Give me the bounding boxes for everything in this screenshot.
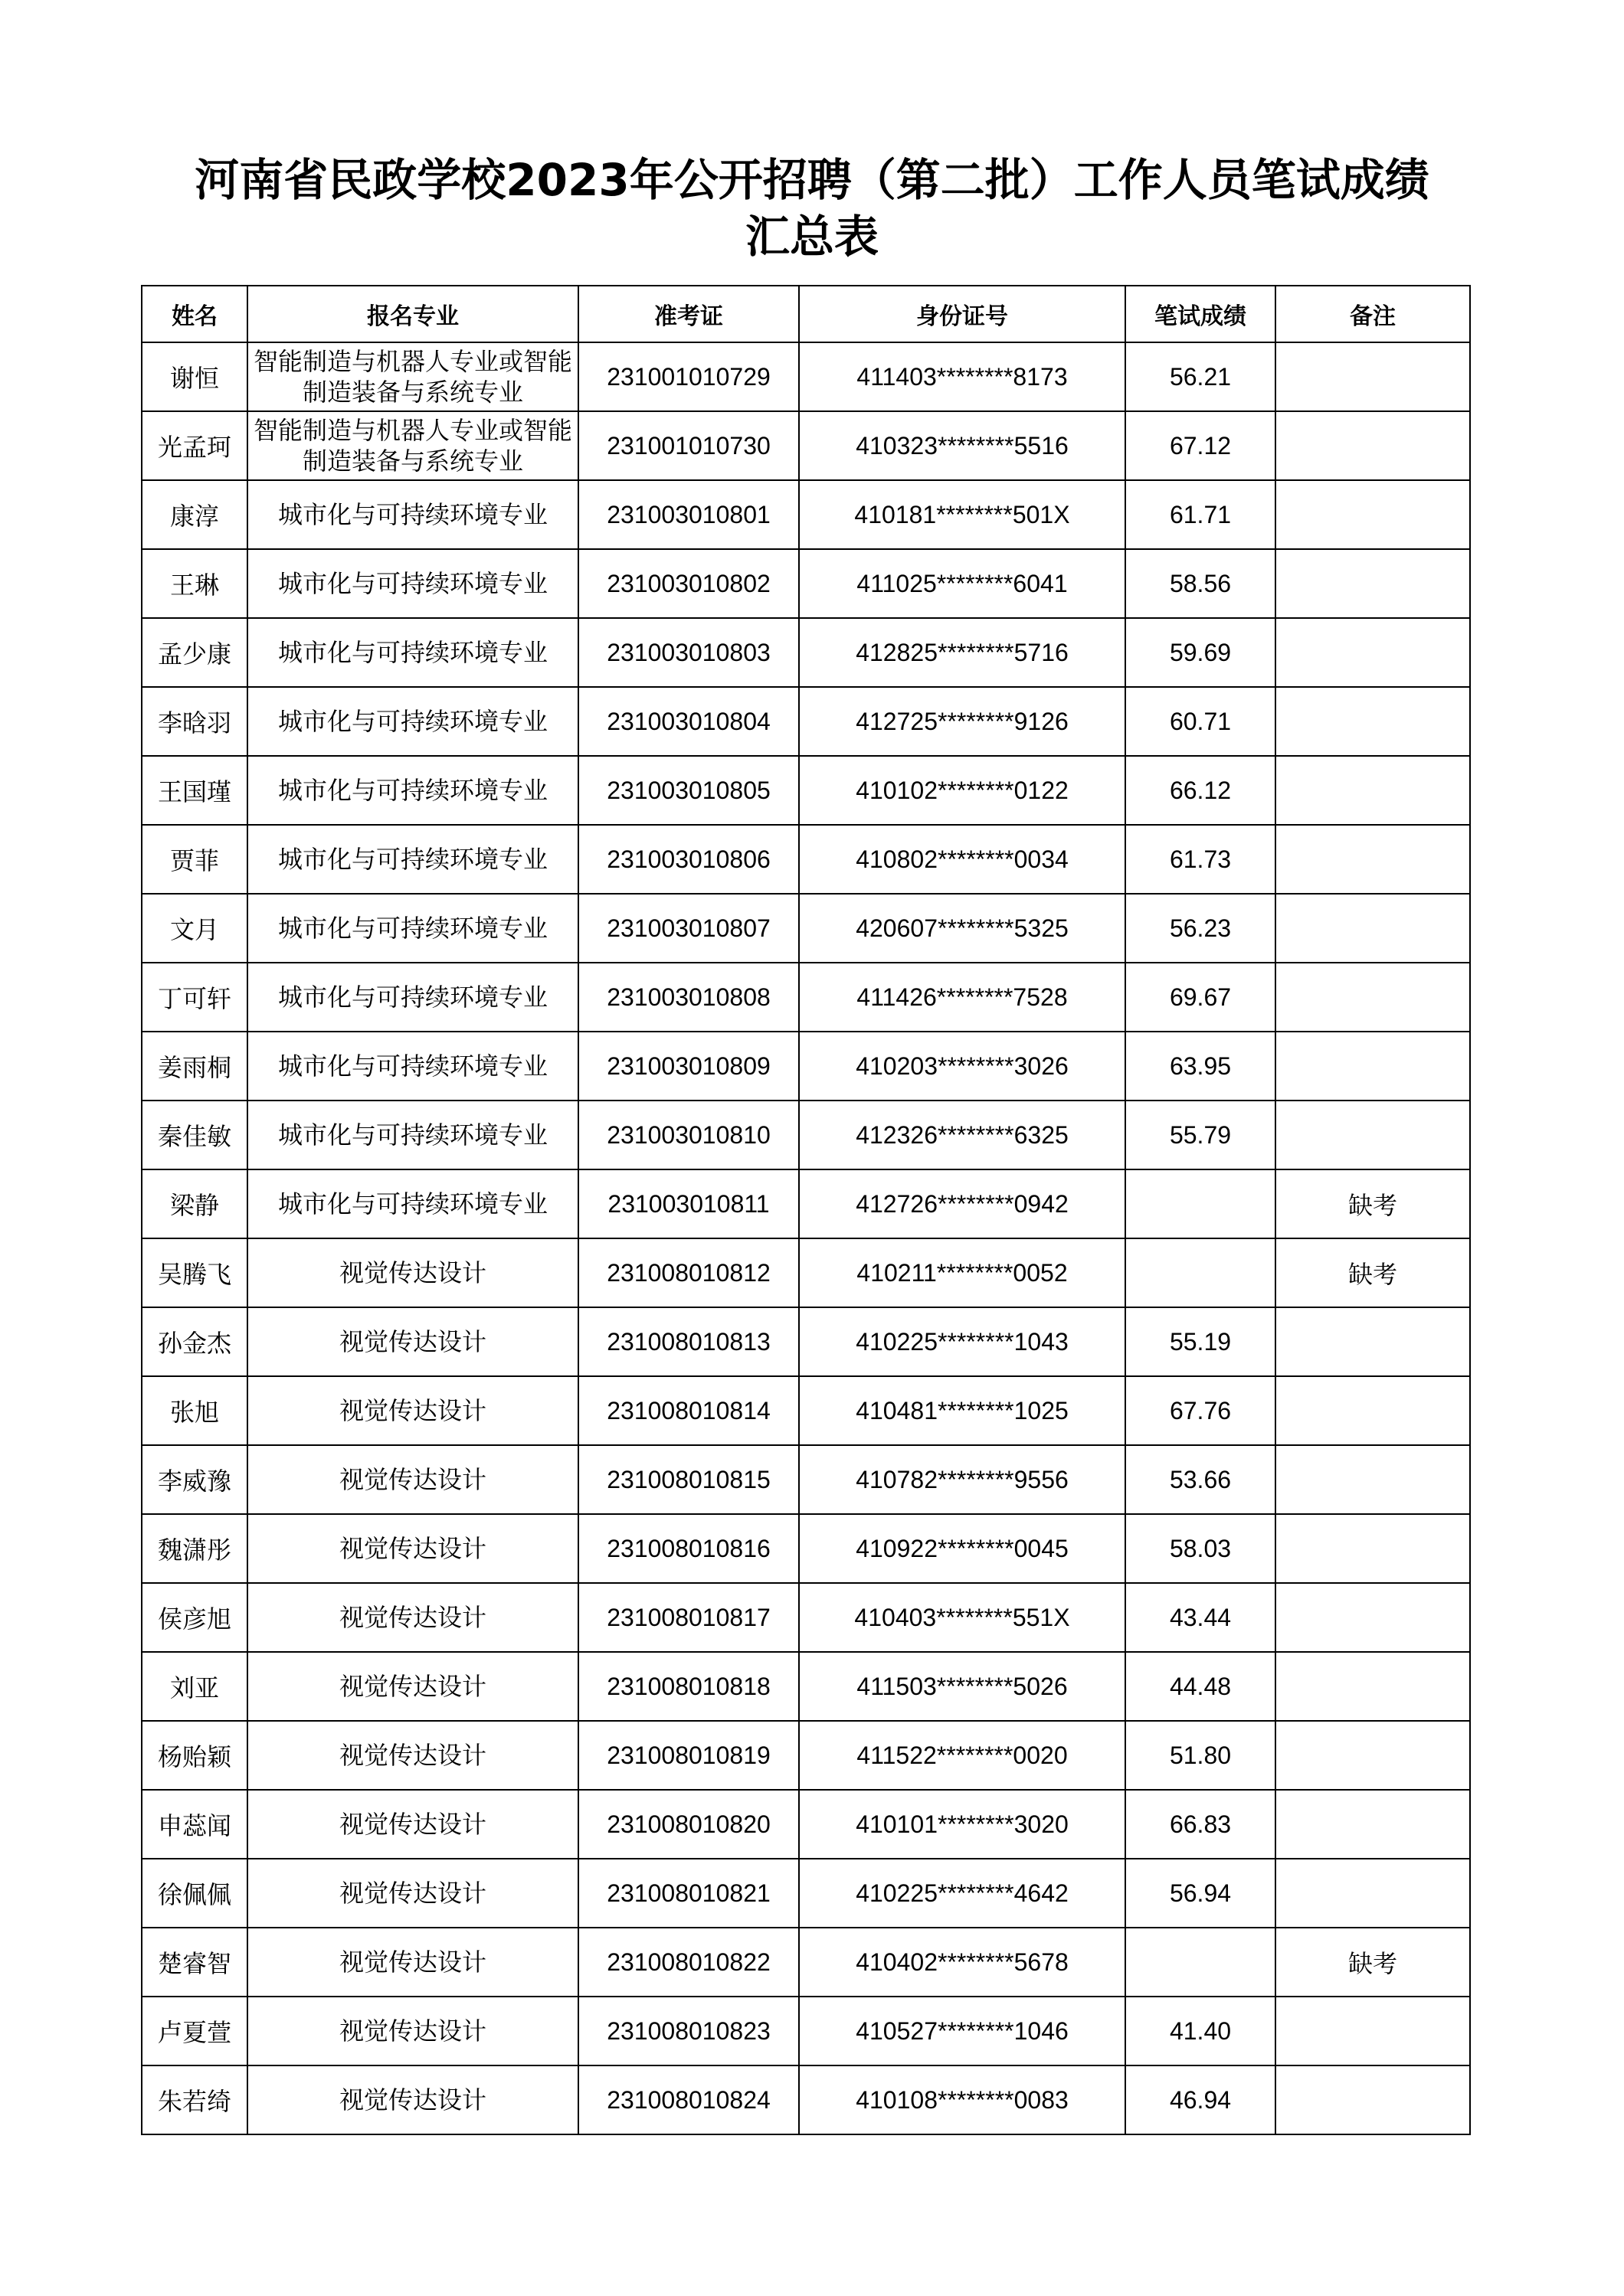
cell-name: 楚睿智: [142, 1928, 247, 1997]
cell-score: 67.12: [1125, 411, 1275, 480]
cell-note: [1275, 1790, 1470, 1859]
cell-exam-number: 231008010820: [578, 1790, 799, 1859]
cell-id-number: 420607********5325: [799, 894, 1125, 963]
cell-score: 53.66: [1125, 1445, 1275, 1514]
table-row: [142, 549, 1470, 618]
cell-name: 李晗羽: [142, 687, 247, 756]
table-row: [142, 756, 1470, 825]
cell-name: 徐佩佩: [142, 1859, 247, 1928]
cell-major: 城市化与可持续环境专业: [247, 825, 578, 894]
cell-exam-number: 231008010823: [578, 1997, 799, 2065]
cell-name: 卢夏萱: [142, 1997, 247, 2065]
cell-name: 刘亚: [142, 1652, 247, 1721]
cell-name: 秦佳敏: [142, 1101, 247, 1169]
cell-major: 视觉传达设计: [247, 1721, 578, 1790]
table-row: [142, 1583, 1470, 1652]
cell-note: [1275, 411, 1470, 480]
cell-major: 城市化与可持续环境专业: [247, 894, 578, 963]
cell-major: 城市化与可持续环境专业: [247, 1032, 578, 1101]
cell-note: [1275, 1514, 1470, 1583]
cell-score: [1125, 1238, 1275, 1307]
table-row: [142, 1652, 1470, 1721]
cell-id-number: 410108********0083: [799, 2065, 1125, 2134]
cell-name: 谢恒: [142, 342, 247, 411]
cell-score: 60.71: [1125, 687, 1275, 756]
cell-score: 55.19: [1125, 1307, 1275, 1376]
cell-score: 56.21: [1125, 342, 1275, 411]
cell-exam-number: 231003010806: [578, 825, 799, 894]
cell-id-number: 410211********0052: [799, 1238, 1125, 1307]
cell-exam-number: 231003010808: [578, 963, 799, 1032]
cell-note: [1275, 1032, 1470, 1101]
cell-id-number: 411522********0020: [799, 1721, 1125, 1790]
column-header-major: 报名专业: [247, 286, 578, 342]
cell-score: 67.76: [1125, 1376, 1275, 1445]
cell-exam-number: 231003010801: [578, 480, 799, 549]
cell-exam-number: 231008010815: [578, 1445, 799, 1514]
table-row: [142, 1514, 1470, 1583]
cell-score: 55.79: [1125, 1101, 1275, 1169]
cell-exam-number: 231003010804: [578, 687, 799, 756]
cell-major: 视觉传达设计: [247, 1652, 578, 1721]
cell-note: 缺考: [1275, 1238, 1470, 1307]
cell-exam-number: 231008010812: [578, 1238, 799, 1307]
table-row: [142, 894, 1470, 963]
cell-major: 视觉传达设计: [247, 1583, 578, 1652]
cell-name: 孙金杰: [142, 1307, 247, 1376]
cell-score: 41.40: [1125, 1997, 1275, 2065]
table-row: [142, 1307, 1470, 1376]
cell-id-number: 410181********501X: [799, 480, 1125, 549]
cell-id-number: 411503********5026: [799, 1652, 1125, 1721]
document-title: [115, 152, 1509, 265]
cell-name: 梁静: [142, 1169, 247, 1238]
cell-major: 视觉传达设计: [247, 1445, 578, 1514]
score-table: [141, 285, 1471, 2135]
table-row: [142, 1721, 1470, 1790]
cell-id-number: 410782********9556: [799, 1445, 1125, 1514]
cell-score: 58.56: [1125, 549, 1275, 618]
cell-note: 缺考: [1275, 1928, 1470, 1997]
table-row: [142, 1997, 1470, 2065]
cell-note: [1275, 825, 1470, 894]
cell-major: 城市化与可持续环境专业: [247, 480, 578, 549]
cell-exam-number: 231001010729: [578, 342, 799, 411]
cell-score: 66.12: [1125, 756, 1275, 825]
cell-exam-number: 231003010802: [578, 549, 799, 618]
cell-exam-number: 231008010819: [578, 1721, 799, 1790]
cell-name: 张旭: [142, 1376, 247, 1445]
cell-exam-number: 231008010816: [578, 1514, 799, 1583]
table-row: [142, 1238, 1470, 1307]
cell-id-number: 411403********8173: [799, 342, 1125, 411]
cell-note: [1275, 894, 1470, 963]
cell-note: [1275, 480, 1470, 549]
title-line-2: 汇总表: [745, 211, 879, 263]
table-row: [142, 687, 1470, 756]
cell-id-number: 411426********7528: [799, 963, 1125, 1032]
table-row: [142, 480, 1470, 549]
table-row: [142, 1445, 1470, 1514]
cell-major: 城市化与可持续环境专业: [247, 618, 578, 687]
cell-score: 56.23: [1125, 894, 1275, 963]
cell-score: 43.44: [1125, 1583, 1275, 1652]
cell-name: 康淳: [142, 480, 247, 549]
cell-major: 视觉传达设计: [247, 1376, 578, 1445]
cell-major: 城市化与可持续环境专业: [247, 1169, 578, 1238]
cell-score: 61.73: [1125, 825, 1275, 894]
cell-exam-number: 231003010803: [578, 618, 799, 687]
table-row: [142, 963, 1470, 1032]
cell-name: 李威豫: [142, 1445, 247, 1514]
cell-note: [1275, 618, 1470, 687]
table-row: [142, 342, 1470, 411]
cell-id-number: 412825********5716: [799, 618, 1125, 687]
column-header-id-number: 身份证号: [799, 286, 1125, 342]
cell-exam-number: 231003010809: [578, 1032, 799, 1101]
cell-note: [1275, 1652, 1470, 1721]
cell-id-number: 410323********5516: [799, 411, 1125, 480]
cell-note: [1275, 1445, 1470, 1514]
cell-exam-number: 231008010821: [578, 1859, 799, 1928]
cell-note: [1275, 1376, 1470, 1445]
cell-exam-number: 231003010805: [578, 756, 799, 825]
cell-major: 城市化与可持续环境专业: [247, 963, 578, 1032]
cell-name: 侯彦旭: [142, 1583, 247, 1652]
cell-major: 视觉传达设计: [247, 1997, 578, 2065]
cell-score: 46.94: [1125, 2065, 1275, 2134]
cell-note: [1275, 1997, 1470, 2065]
cell-exam-number: 231008010822: [578, 1928, 799, 1997]
cell-name: 王国瑾: [142, 756, 247, 825]
cell-exam-number: 231008010824: [578, 2065, 799, 2134]
cell-score: 66.83: [1125, 1790, 1275, 1859]
cell-major: 视觉传达设计: [247, 1790, 578, 1859]
cell-note: [1275, 2065, 1470, 2134]
cell-note: [1275, 1721, 1470, 1790]
cell-id-number: 410101********3020: [799, 1790, 1125, 1859]
cell-id-number: 410102********0122: [799, 756, 1125, 825]
cell-major: 视觉传达设计: [247, 1514, 578, 1583]
cell-score: 44.48: [1125, 1652, 1275, 1721]
cell-id-number: 412726********0942: [799, 1169, 1125, 1238]
cell-exam-number: 231003010810: [578, 1101, 799, 1169]
cell-name: 光孟珂: [142, 411, 247, 480]
cell-note: [1275, 1307, 1470, 1376]
cell-note: [1275, 1859, 1470, 1928]
column-header-exam-number: 准考证: [578, 286, 799, 342]
cell-score: [1125, 1169, 1275, 1238]
table-row: [142, 1101, 1470, 1169]
table-body: [142, 342, 1470, 2134]
table-row: [142, 411, 1470, 480]
title-line-1: 河南省民政学校2023年公开招聘（第二批）工作人员笔试成绩: [195, 154, 1429, 206]
table-row: [142, 1032, 1470, 1101]
cell-name: 贾菲: [142, 825, 247, 894]
table-row: [142, 1790, 1470, 1859]
cell-major: 城市化与可持续环境专业: [247, 687, 578, 756]
cell-name: 孟少康: [142, 618, 247, 687]
cell-score: 61.71: [1125, 480, 1275, 549]
cell-major: 城市化与可持续环境专业: [247, 549, 578, 618]
cell-exam-number: 231008010813: [578, 1307, 799, 1376]
cell-name: 吴腾飞: [142, 1238, 247, 1307]
cell-score: 56.94: [1125, 1859, 1275, 1928]
cell-id-number: 411025********6041: [799, 549, 1125, 618]
cell-major: 智能制造与机器人专业或智能制造装备与系统专业: [247, 411, 578, 480]
cell-exam-number: 231003010811: [578, 1169, 799, 1238]
cell-id-number: 410481********1025: [799, 1376, 1125, 1445]
cell-name: 王琳: [142, 549, 247, 618]
cell-note: [1275, 963, 1470, 1032]
cell-major: 城市化与可持续环境专业: [247, 1101, 578, 1169]
table-row: [142, 825, 1470, 894]
cell-major: 视觉传达设计: [247, 2065, 578, 2134]
cell-score: [1125, 1928, 1275, 1997]
table-row: [142, 618, 1470, 687]
cell-score: 69.67: [1125, 963, 1275, 1032]
cell-id-number: 410527********1046: [799, 1997, 1125, 2065]
cell-name: 申蕊闻: [142, 1790, 247, 1859]
table-row: [142, 1376, 1470, 1445]
cell-score: 51.80: [1125, 1721, 1275, 1790]
cell-score: 58.03: [1125, 1514, 1275, 1583]
table-row: [142, 1928, 1470, 1997]
cell-major: 视觉传达设计: [247, 1859, 578, 1928]
cell-major: 城市化与可持续环境专业: [247, 756, 578, 825]
cell-major: 视觉传达设计: [247, 1307, 578, 1376]
cell-major: 智能制造与机器人专业或智能制造装备与系统专业: [247, 342, 578, 411]
cell-major: 视觉传达设计: [247, 1928, 578, 1997]
cell-note: [1275, 756, 1470, 825]
cell-exam-number: 231008010817: [578, 1583, 799, 1652]
column-header-note: 备注: [1275, 286, 1470, 342]
cell-note: [1275, 342, 1470, 411]
cell-major: 视觉传达设计: [247, 1238, 578, 1307]
cell-id-number: 410802********0034: [799, 825, 1125, 894]
cell-score: 59.69: [1125, 618, 1275, 687]
cell-id-number: 410402********5678: [799, 1928, 1125, 1997]
cell-note: [1275, 1101, 1470, 1169]
cell-note: [1275, 549, 1470, 618]
cell-id-number: 410403********551X: [799, 1583, 1125, 1652]
cell-note: [1275, 1583, 1470, 1652]
cell-name: 魏潇彤: [142, 1514, 247, 1583]
cell-id-number: 410225********4642: [799, 1859, 1125, 1928]
cell-id-number: 410203********3026: [799, 1032, 1125, 1101]
column-header-score: 笔试成绩: [1125, 286, 1275, 342]
cell-id-number: 412326********6325: [799, 1101, 1125, 1169]
cell-id-number: 412725********9126: [799, 687, 1125, 756]
cell-name: 朱若绮: [142, 2065, 247, 2134]
cell-exam-number: 231003010807: [578, 894, 799, 963]
cell-name: 杨贻颖: [142, 1721, 247, 1790]
cell-name: 丁可轩: [142, 963, 247, 1032]
cell-note: [1275, 687, 1470, 756]
cell-name: 文月: [142, 894, 247, 963]
cell-score: 63.95: [1125, 1032, 1275, 1101]
cell-name: 姜雨桐: [142, 1032, 247, 1101]
column-header-name: 姓名: [142, 286, 247, 342]
cell-id-number: 410225********1043: [799, 1307, 1125, 1376]
table-row: [142, 1169, 1470, 1238]
cell-id-number: 410922********0045: [799, 1514, 1125, 1583]
cell-exam-number: 231001010730: [578, 411, 799, 480]
cell-exam-number: 231008010814: [578, 1376, 799, 1445]
cell-exam-number: 231008010818: [578, 1652, 799, 1721]
table-header-row: [142, 286, 1470, 342]
table-row: [142, 1859, 1470, 1928]
cell-note: 缺考: [1275, 1169, 1470, 1238]
table-row: [142, 2065, 1470, 2134]
